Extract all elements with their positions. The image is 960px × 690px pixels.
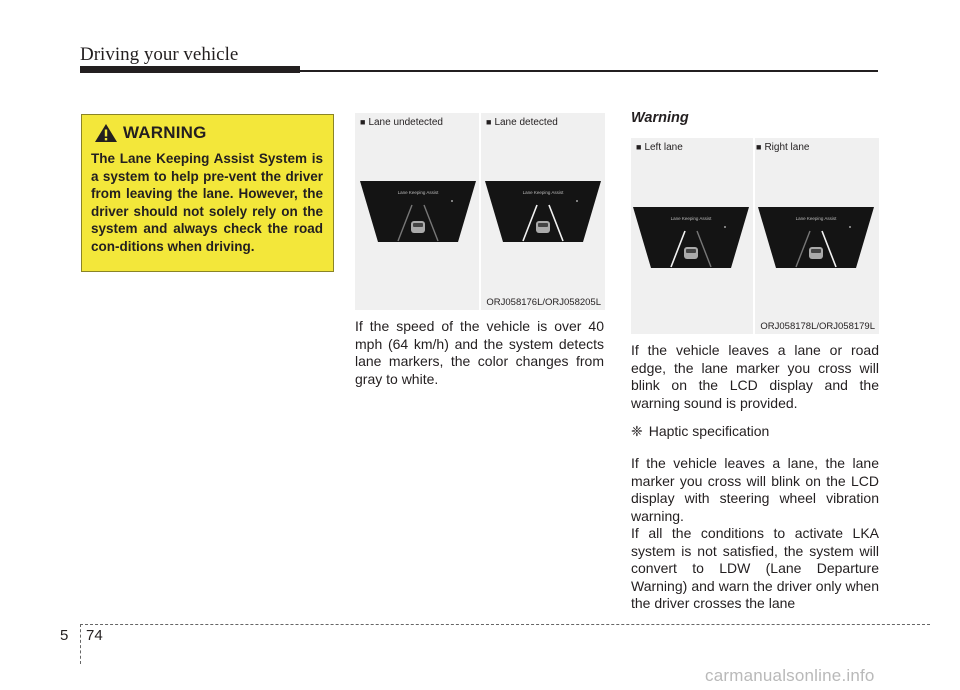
chapter-number: 5	[60, 627, 69, 644]
footer-vertical-rule	[80, 624, 81, 664]
figure-lane-detection	[355, 113, 605, 310]
haptic-symbol-icon: ❈	[631, 423, 643, 439]
haptic-label: Haptic specification	[648, 423, 770, 439]
paragraph-haptic: If the vehicle leaves a lane, the lane marker you cross will blink on the LCD display with steering wheel vibration warning.	[631, 455, 879, 524]
screen-title-text: Lane Keeping Assist	[795, 216, 837, 221]
cluster-display-right-lane	[758, 205, 874, 269]
warning-text: The Lane Keeping Assist System is a system to help pre-vent the driver from leaving the lane. However, the driver should not solely rely on the system and always check the road con-ditions when driving.	[91, 151, 323, 254]
warning-title: WARNING	[123, 123, 207, 142]
figure-label-lane-undetected: ■ Lane undetected	[360, 117, 443, 128]
figure-label-left-lane: ■ Left lane	[636, 142, 683, 153]
figure-label-lane-detected: ■ Lane detected	[486, 117, 558, 128]
header-bar	[80, 66, 300, 73]
watermark: carmanualsonline.info	[705, 666, 875, 685]
paragraph-ldw: If all the conditions to activate LKA system is not satisfied, the system will convert to LDW (Lane Departure Warning) and warn the driver only when the driver crosses the lane	[631, 525, 879, 611]
section-heading-warning: Warning	[631, 110, 689, 126]
screen-title-text: Lane Keeping Assist	[670, 216, 712, 221]
cluster-display-detected	[485, 179, 601, 243]
header-rule	[300, 70, 878, 72]
footer-rule	[80, 624, 930, 625]
page-number: 74	[86, 627, 103, 644]
figure-caption: ORJ058178L/ORJ058179L	[760, 321, 875, 332]
screen-title-text: Lane Keeping Assist	[522, 190, 564, 195]
paragraph-lane-leave: If the vehicle leaves a lane or road edge, the lane marker you cross will blink on the LCD display and the warning sound is provided.	[631, 342, 879, 411]
cluster-display-undetected	[360, 179, 476, 243]
paragraph-speed-detection: If the speed of the vehicle is over 40 mph (64 km/h) and the system detects lane markers, the color changes from gray to white.	[355, 318, 604, 387]
figure-divider	[479, 113, 481, 310]
warning-box	[81, 114, 334, 272]
figure-label-right-lane: ■ Right lane	[756, 142, 810, 153]
warning-header	[94, 123, 207, 143]
figure-lane-departure	[631, 138, 879, 334]
screen-title-text: Lane Keeping Assist	[397, 190, 439, 195]
warning-triangle-icon	[94, 123, 118, 143]
haptic-specification-heading	[631, 423, 769, 440]
page-header-title: Driving your vehicle	[80, 44, 239, 65]
figure-divider	[753, 138, 755, 334]
cluster-display-left-lane	[633, 205, 749, 269]
figure-caption: ORJ058176L/ORJ058205L	[486, 297, 601, 308]
